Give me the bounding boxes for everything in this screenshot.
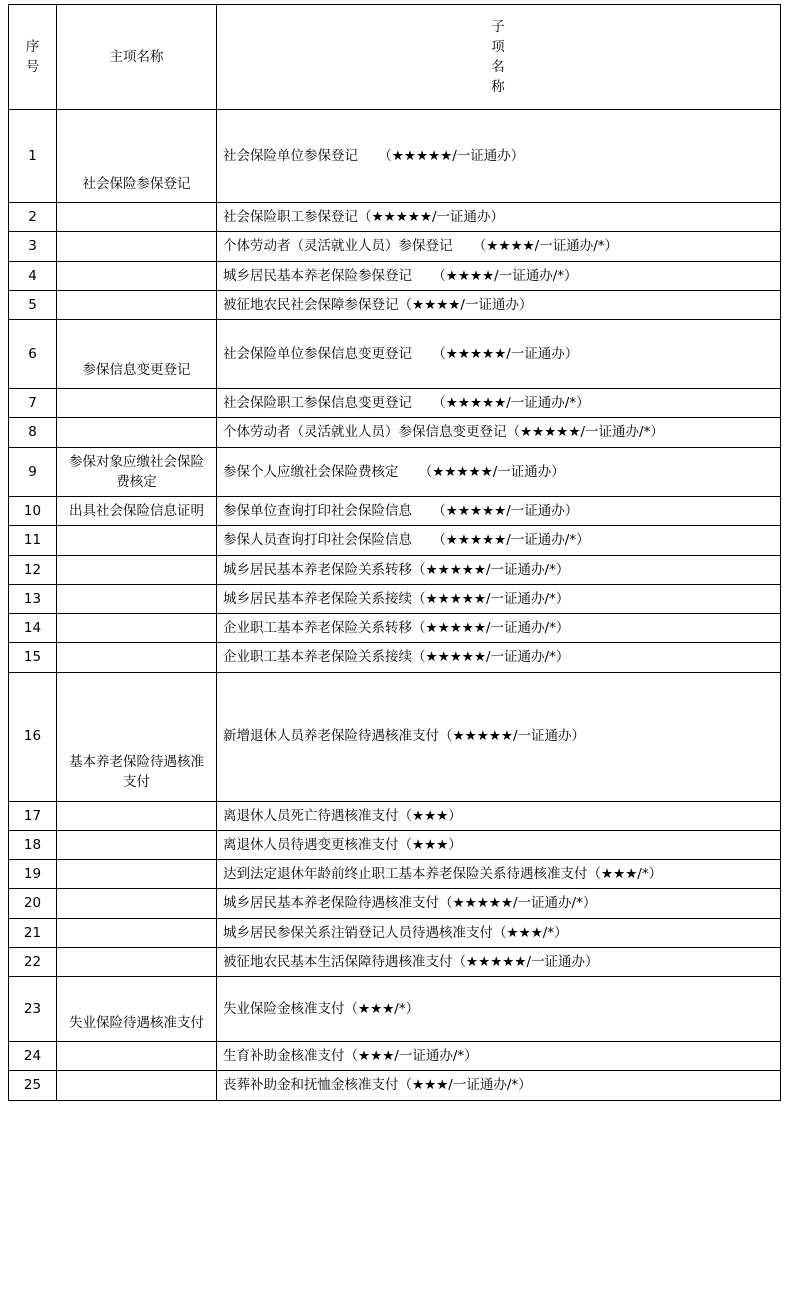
table-row — [9, 889, 781, 918]
row-serial-number: 9 — [9, 447, 57, 497]
row-main-item — [57, 801, 217, 830]
row-sub-item: 个体劳动者（灵活就业人员）参保信息变更登记（★★★★★/一证通办/*） — [217, 418, 781, 447]
row-sub-item: 失业保险金核准支付（★★★/*） — [217, 977, 781, 1042]
row-sub-item: 个体劳动者（灵活就业人员）参保登记 （★★★★/一证通办/*） — [217, 232, 781, 261]
table-row — [9, 801, 781, 830]
row-serial-number: 3 — [9, 232, 57, 261]
row-serial-number: 7 — [9, 389, 57, 418]
table-row — [9, 1071, 781, 1100]
table-row — [9, 555, 781, 584]
row-main-item — [57, 643, 217, 672]
row-sub-item: 社会保险职工参保信息变更登记 （★★★★★/一证通办/*） — [217, 389, 781, 418]
row-serial-number: 8 — [9, 418, 57, 447]
row-serial-number: 24 — [9, 1042, 57, 1071]
row-sub-item: 达到法定退休年龄前终止职工基本养老保险关系待遇核准支付（★★★/*） — [217, 860, 781, 889]
table-row — [9, 614, 781, 643]
row-sub-item: 城乡居民基本养老保险关系转移（★★★★★/一证通办/*） — [217, 555, 781, 584]
table-row — [9, 1042, 781, 1071]
table-row — [9, 830, 781, 859]
row-serial-number: 5 — [9, 290, 57, 319]
social-insurance-items-table — [8, 4, 781, 1101]
table-row — [9, 290, 781, 319]
table-row — [9, 497, 781, 526]
row-sub-item: 被征地农民基本生活保障待遇核准支付（★★★★★/一证通办） — [217, 947, 781, 976]
row-serial-number: 12 — [9, 555, 57, 584]
row-serial-number: 6 — [9, 320, 57, 389]
table-header — [9, 5, 781, 110]
header-serial-number — [9, 5, 57, 110]
row-sub-item: 参保个人应缴社会保险费核定 （★★★★★/一证通办） — [217, 447, 781, 497]
header-sub-item-name — [217, 5, 781, 110]
row-main-item: 参保对象应缴社会保险费核定 — [57, 447, 217, 497]
row-sub-item: 企业职工基本养老保险关系转移（★★★★★/一证通办/*） — [217, 614, 781, 643]
table-row — [9, 526, 781, 555]
table-row — [9, 203, 781, 232]
row-main-item — [57, 1071, 217, 1100]
table-row — [9, 389, 781, 418]
header-sub-char-4: 称 — [491, 79, 506, 96]
table-row — [9, 860, 781, 889]
row-main-item — [57, 232, 217, 261]
row-sub-item: 被征地农民社会保障参保登记（★★★★/一证通办） — [217, 290, 781, 319]
header-sub-char-2: 项 — [491, 38, 506, 55]
row-main-item — [57, 555, 217, 584]
row-serial-number: 4 — [9, 261, 57, 290]
row-serial-number: 23 — [9, 977, 57, 1042]
row-main-item — [57, 947, 217, 976]
row-main-item — [57, 418, 217, 447]
row-serial-number: 15 — [9, 643, 57, 672]
table-row — [9, 110, 781, 203]
row-main-item — [57, 389, 217, 418]
table-body — [9, 110, 781, 1101]
row-sub-item: 企业职工基本养老保险关系接续（★★★★★/一证通办/*） — [217, 643, 781, 672]
header-serial-char-1: 序 — [25, 38, 40, 55]
table-header-row — [9, 5, 781, 110]
row-sub-item: 参保人员查询打印社会保险信息 （★★★★★/一证通办/*） — [217, 526, 781, 555]
row-main-item — [57, 860, 217, 889]
row-sub-item: 丧葬补助金和抚恤金核准支付（★★★/一证通办/*） — [217, 1071, 781, 1100]
row-serial-number: 19 — [9, 860, 57, 889]
row-main-item — [57, 830, 217, 859]
row-main-item — [57, 526, 217, 555]
row-sub-item: 社会保险单位参保信息变更登记 （★★★★★/一证通办） — [217, 320, 781, 389]
row-serial-number: 1 — [9, 110, 57, 203]
header-serial-char-2: 号 — [25, 59, 40, 75]
table-row — [9, 232, 781, 261]
row-sub-item: 生育补助金核准支付（★★★/一证通办/*） — [217, 1042, 781, 1071]
row-sub-item: 离退休人员死亡待遇核准支付（★★★） — [217, 801, 781, 830]
row-serial-number: 11 — [9, 526, 57, 555]
row-serial-number: 14 — [9, 614, 57, 643]
row-sub-item: 城乡居民参保关系注销登记人员待遇核准支付（★★★/*） — [217, 918, 781, 947]
table-row — [9, 918, 781, 947]
row-main-item: 参保信息变更登记 — [57, 320, 217, 389]
table-row — [9, 418, 781, 447]
table-row — [9, 584, 781, 613]
row-serial-number: 2 — [9, 203, 57, 232]
row-serial-number: 17 — [9, 801, 57, 830]
row-serial-number: 20 — [9, 889, 57, 918]
table-row — [9, 643, 781, 672]
row-sub-item: 社会保险单位参保登记 （★★★★★/一证通办） — [217, 110, 781, 203]
table-row — [9, 672, 781, 801]
row-main-item — [57, 261, 217, 290]
row-main-item — [57, 614, 217, 643]
row-main-item — [57, 1042, 217, 1071]
header-sub-char-1: 子 — [491, 18, 506, 35]
row-serial-number: 18 — [9, 830, 57, 859]
row-main-item — [57, 203, 217, 232]
row-serial-number: 10 — [9, 497, 57, 526]
row-sub-item: 参保单位查询打印社会保险信息 （★★★★★/一证通办） — [217, 497, 781, 526]
row-serial-number: 13 — [9, 584, 57, 613]
row-sub-item: 社会保险职工参保登记（★★★★★/一证通办） — [217, 203, 781, 232]
row-main-item — [57, 889, 217, 918]
table-row — [9, 977, 781, 1042]
row-main-item: 基本养老保险待遇核准支付 — [57, 672, 217, 801]
row-sub-item: 城乡居民基本养老保险关系接续（★★★★★/一证通办/*） — [217, 584, 781, 613]
row-sub-item: 城乡居民基本养老保险参保登记 （★★★★/一证通办/*） — [217, 261, 781, 290]
table-row — [9, 947, 781, 976]
header-sub-char-3: 名 — [491, 59, 506, 75]
row-main-item: 社会保险参保登记 — [57, 110, 217, 203]
row-serial-number: 21 — [9, 918, 57, 947]
row-main-item — [57, 918, 217, 947]
row-main-item — [57, 584, 217, 613]
row-sub-item: 城乡居民基本养老保险待遇核准支付（★★★★★/一证通办/*） — [217, 889, 781, 918]
row-serial-number: 22 — [9, 947, 57, 976]
table-row — [9, 320, 781, 389]
table-row — [9, 261, 781, 290]
row-serial-number: 25 — [9, 1071, 57, 1100]
table-row — [9, 447, 781, 497]
row-main-item: 出具社会保险信息证明 — [57, 497, 217, 526]
row-main-item — [57, 290, 217, 319]
row-main-item: 失业保险待遇核准支付 — [57, 977, 217, 1042]
row-serial-number: 16 — [9, 672, 57, 801]
row-sub-item: 新增退休人员养老保险待遇核准支付（★★★★★/一证通办） — [217, 672, 781, 801]
header-main-item-name: 主项名称 — [57, 5, 217, 110]
row-sub-item: 离退休人员待遇变更核准支付（★★★） — [217, 830, 781, 859]
